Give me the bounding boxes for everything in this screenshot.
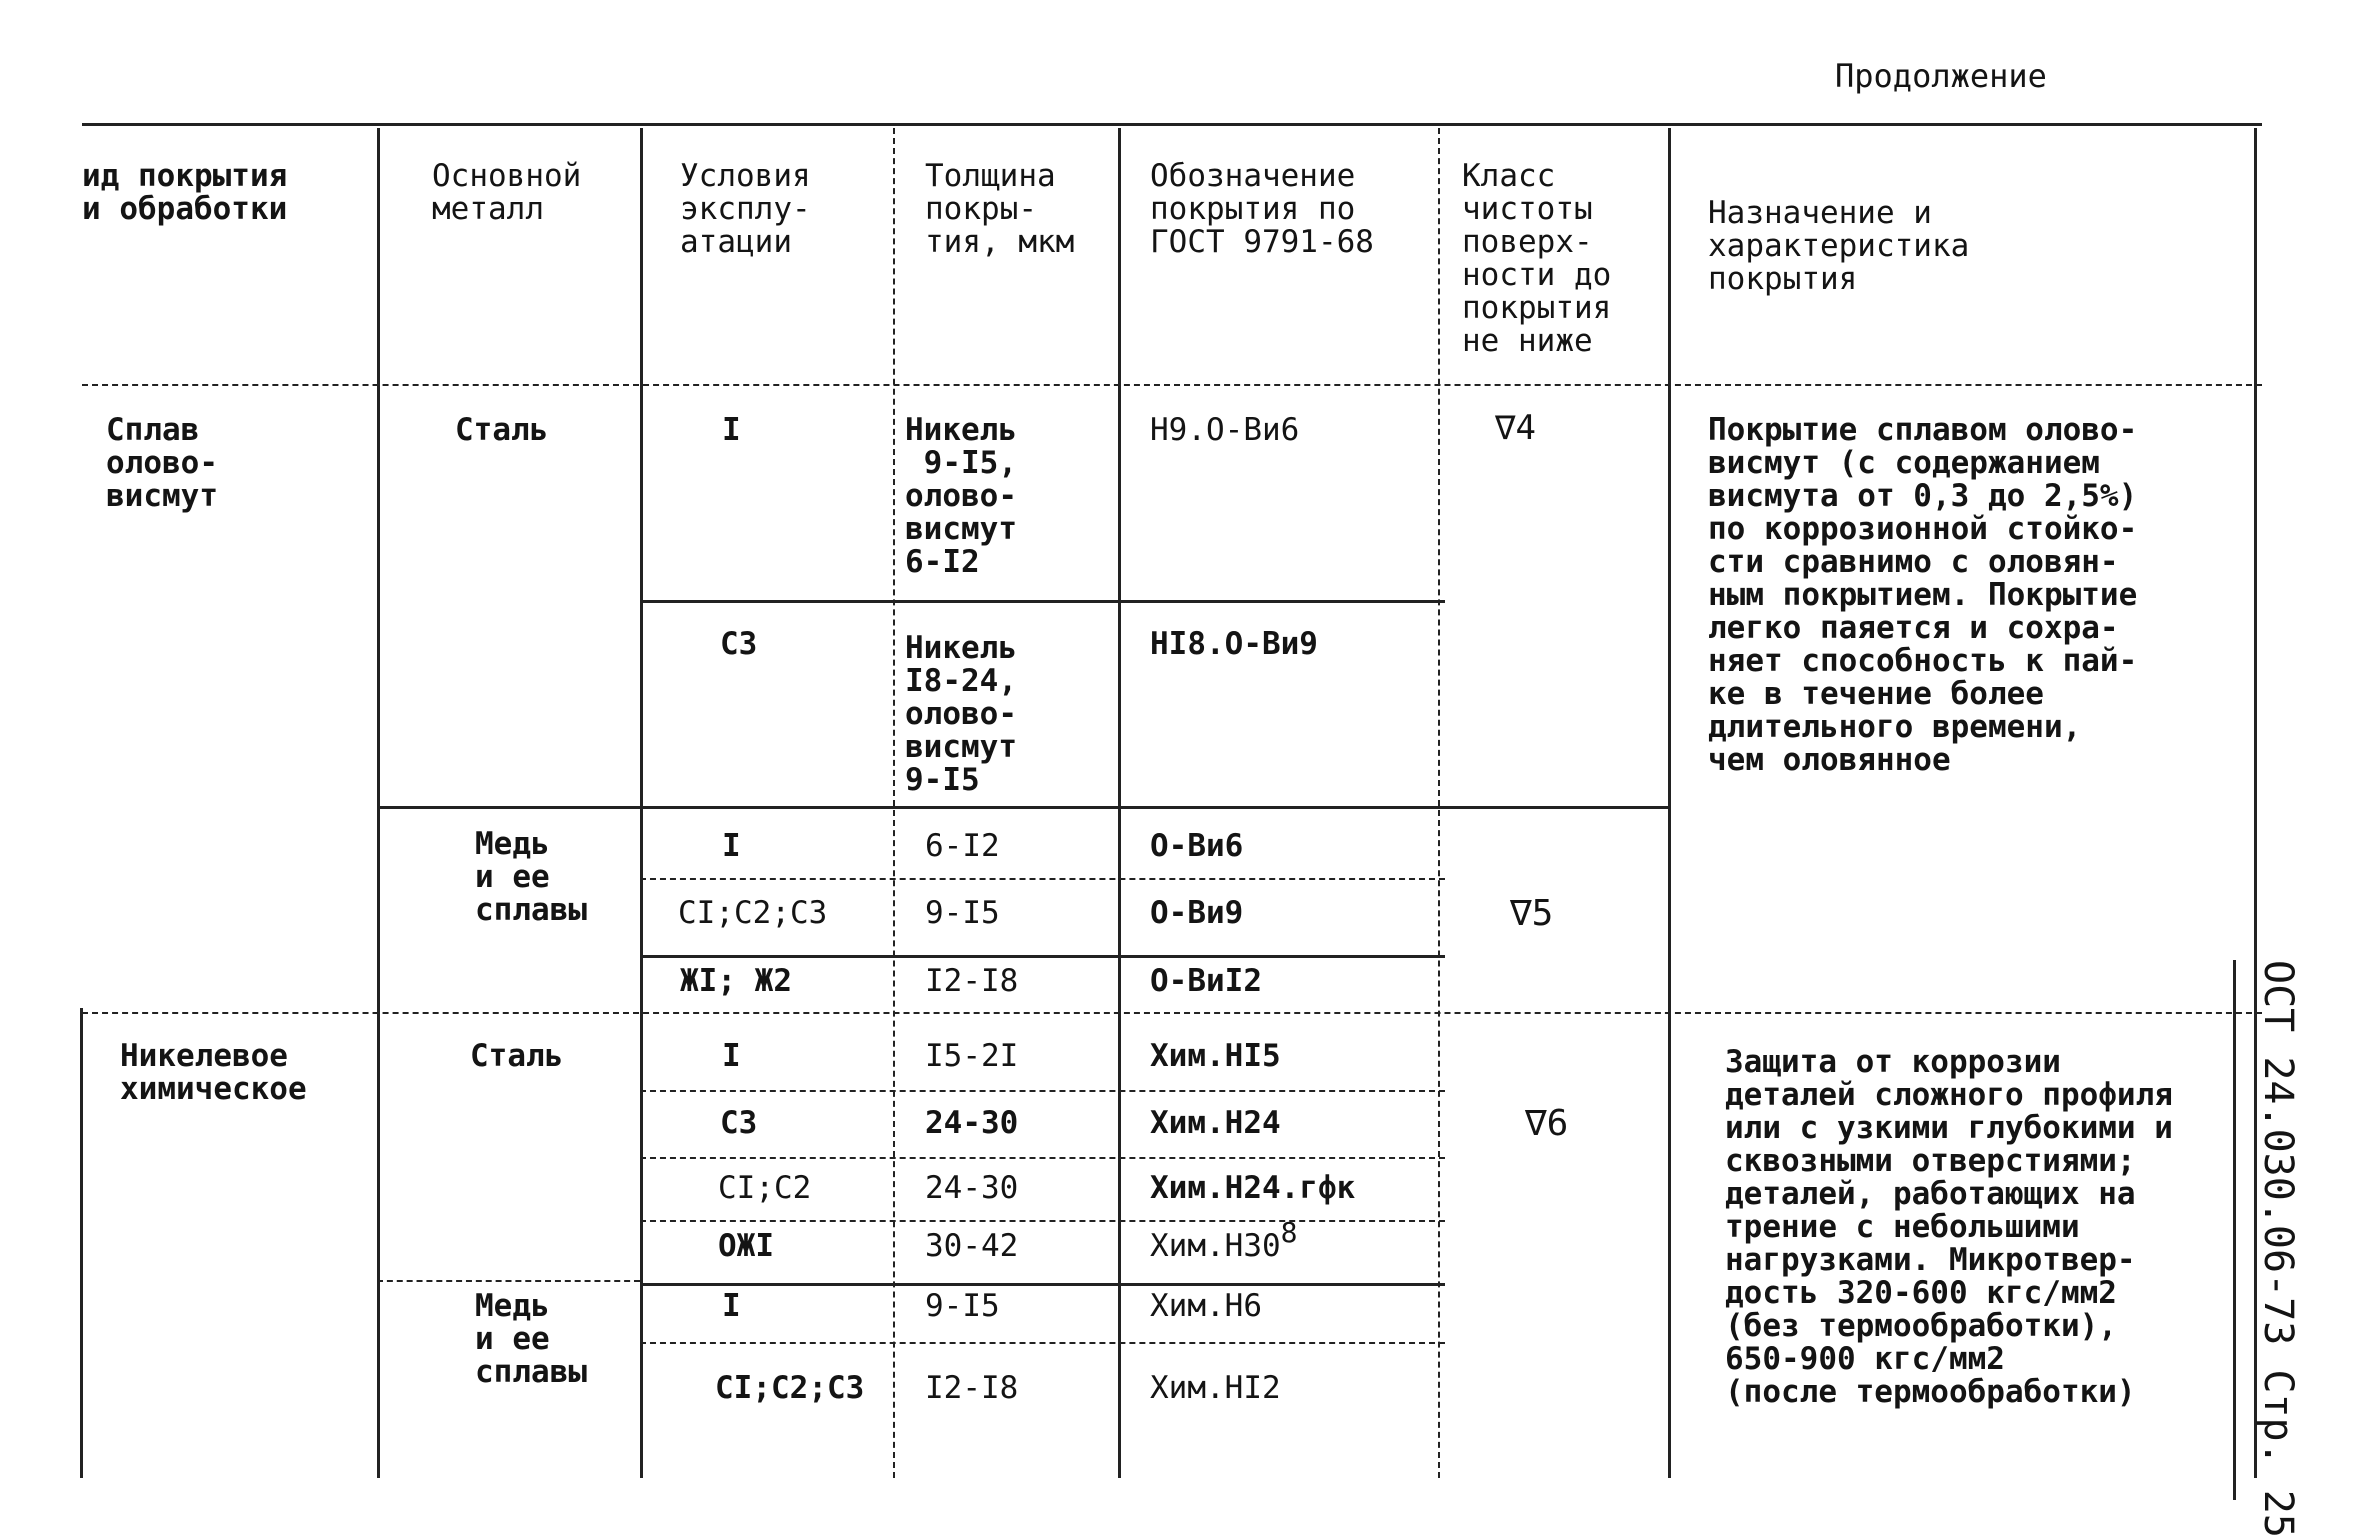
- surface-class-value: ∇6: [1525, 1103, 1569, 1144]
- cell-conditions: I: [722, 412, 741, 448]
- left-border-lower: [80, 1008, 83, 1478]
- cell-conditions: С3: [720, 1105, 758, 1141]
- cell-conditions: ОЖI: [718, 1228, 774, 1264]
- header-designation: Обозначение покрытия по ГОСТ 9791-68: [1150, 158, 1374, 260]
- cell-conditions: СI;С2;С3: [715, 1370, 865, 1406]
- base-metal-steel: Сталь: [455, 412, 549, 448]
- table-top-border: [82, 123, 2262, 126]
- row-line: [640, 600, 1445, 603]
- cell-designation: Хим.Н24.гфк: [1150, 1170, 1356, 1206]
- row-line: [640, 878, 1445, 880]
- col-divider-3: [893, 128, 895, 1478]
- base-metal-copper: Медь и ее сплавы: [475, 826, 587, 928]
- cell-thickness: 9-I5: [925, 895, 1000, 931]
- cell-thickness: 24-30: [925, 1170, 1019, 1206]
- col-divider-6: [1668, 128, 1671, 1478]
- cell-conditions: I: [722, 1038, 741, 1074]
- cell-thickness: 30-42: [925, 1228, 1019, 1264]
- header-bottom-border: [82, 384, 2262, 386]
- designation-text: Хим.Н30: [1150, 1228, 1281, 1264]
- row-line: [640, 1342, 1445, 1344]
- col-divider-1: [377, 128, 380, 1478]
- row-line: [640, 1220, 1445, 1222]
- row-line: [377, 806, 1668, 809]
- purpose-text: Покрытие сплавом олово- висмут (с содержанием висмута от 0,3 до 2,5%) по коррозионной стойко- сти сравнимо с оловян- ным покрытием. Покрытие легко паяется и сохра- няет способность к пай- ке в течение более длительного времени, чем оловянное: [1708, 412, 2138, 778]
- surface-class-value: ∇5: [1510, 893, 1554, 934]
- coating-tin-bismuth: Сплав олово- висмут: [106, 412, 218, 514]
- cell-thickness: 6-I2: [925, 828, 1000, 864]
- cell-designation: О-Ви9: [1150, 895, 1244, 931]
- row-line: [640, 1283, 1445, 1286]
- cell-designation: О-ВиI2: [1150, 963, 1262, 999]
- side-document-label: ОСТ 24.030.06-73 Стр. 25: [2255, 960, 2301, 1538]
- cell-thickness: I2-I8: [925, 963, 1019, 999]
- designation-superscript: 8: [1280, 1216, 1298, 1249]
- cell-designation: [1150, 1216, 1298, 1264]
- row-line: [377, 1280, 640, 1282]
- row-line: [640, 1157, 1445, 1159]
- cell-thickness: I2-I8: [925, 1370, 1019, 1406]
- cell-conditions: ЖI; Ж2: [680, 963, 792, 999]
- cell-conditions: I: [722, 1288, 741, 1324]
- cell-designation: НI8.О-Ви9: [1150, 626, 1318, 662]
- cell-thickness: Никель 9-I5, олово- висмут 6-I2: [905, 412, 1017, 580]
- cell-thickness: 9-I5: [925, 1288, 1000, 1324]
- surface-class-value: ∇4: [1495, 408, 1536, 448]
- cell-designation: Хим.НI5: [1150, 1038, 1281, 1074]
- row-line: [640, 955, 1445, 958]
- col-divider-2: [640, 128, 643, 1478]
- header-coating-type: ид покрытия и обработки: [82, 158, 288, 227]
- cell-thickness: 24-30: [925, 1105, 1019, 1141]
- cell-conditions: СI;С2;С3: [678, 895, 828, 931]
- header-purpose: Назначение и характеристика покрытия: [1708, 195, 1970, 297]
- col-divider-4: [1118, 128, 1121, 1478]
- coating-chemical-nickel: Никелевое химическое: [120, 1038, 307, 1107]
- cell-designation: Н9.О-Ви6: [1150, 412, 1300, 448]
- header-thickness: Толщина покры- тия, мкм: [925, 158, 1075, 260]
- header-surface-class: Класс чистоты поверх- ности до покрытия не ниже: [1462, 158, 1612, 359]
- header-conditions: Условия эксплу- атации: [680, 158, 811, 260]
- base-metal-steel: Сталь: [470, 1038, 564, 1074]
- section-divider: [82, 1012, 2262, 1014]
- cell-designation: Хим.Н24: [1150, 1105, 1281, 1141]
- cell-thickness: Никель I8-24, олово- висмут 9-I5: [905, 630, 1017, 798]
- cell-conditions: С3: [720, 626, 758, 662]
- header-base-metal: Основной металл: [432, 158, 582, 227]
- purpose-text: Защита от коррозии деталей сложного профиля или с узкими глубокими и сквозными отверстиями; деталей, работающих на трение с небольшими нагрузками. Микротвер- дость 320-600 кгс/мм2 (без термообработки), 650-900 кгс/мм2 (после термообработки): [1725, 1044, 2173, 1410]
- cell-designation: О-Ви6: [1150, 828, 1244, 864]
- side-label-rule: [2233, 960, 2236, 1500]
- continuation-label: Продолжение: [1835, 57, 2047, 95]
- cell-conditions: СI;С2: [718, 1170, 812, 1206]
- col-divider-5: [1438, 128, 1440, 1478]
- cell-thickness: I5-2I: [925, 1038, 1019, 1074]
- cell-conditions: I: [722, 828, 741, 864]
- cell-designation: Хим.Н6: [1150, 1288, 1262, 1324]
- base-metal-copper: Медь и ее сплавы: [475, 1288, 587, 1390]
- cell-designation: Хим.НI2: [1150, 1370, 1281, 1406]
- row-line: [640, 1090, 1445, 1092]
